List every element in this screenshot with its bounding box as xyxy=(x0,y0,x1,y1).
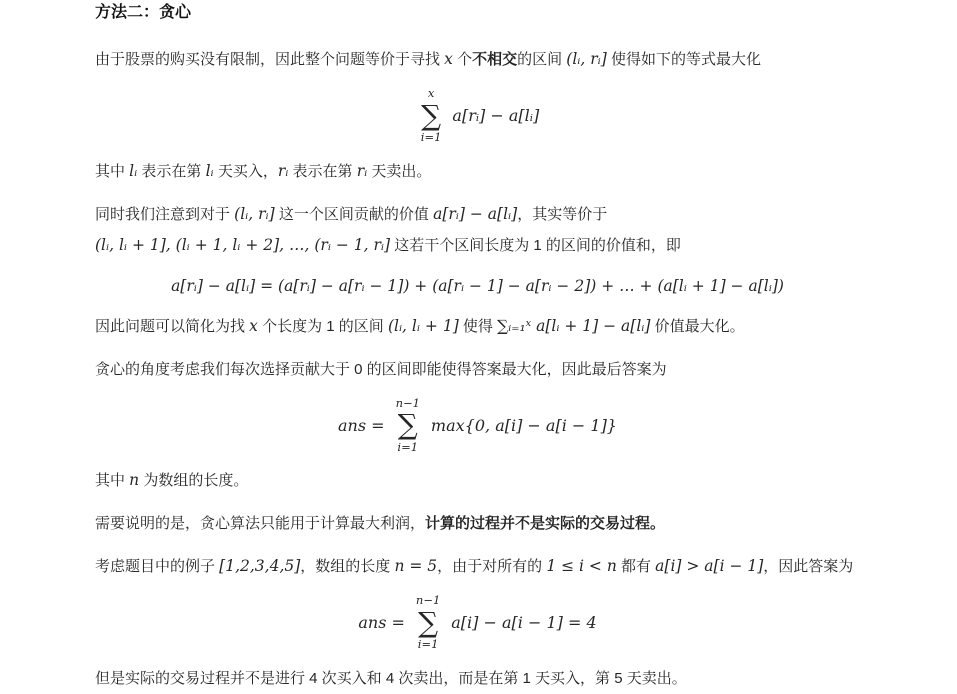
text-run: 使得 xyxy=(458,317,498,335)
text-run: 其中 xyxy=(95,162,130,180)
summation xyxy=(416,594,440,651)
summation xyxy=(396,397,420,454)
bold-text: 不相交 xyxy=(472,51,518,68)
inline-math: rᵢ xyxy=(277,161,289,180)
inline-math: (lᵢ, lᵢ + 1] xyxy=(387,316,459,335)
display-formula: a[rᵢ] − a[lᵢ] = (a[rᵢ] − a[rᵢ − 1]) + (a[rᵢ − 1] − a[rᵢ − 2]) + … + (a[lᵢ + 1] − a[lᵢ]) xyxy=(171,276,784,295)
inline-math: lᵢ xyxy=(205,161,214,180)
inline-math: [1,2,3,4,5] xyxy=(219,557,301,576)
text-run: 天卖出。 xyxy=(367,162,432,180)
paragraph xyxy=(95,311,860,342)
inline-math: ∑ᵢ₌₁ˣ a[lᵢ + 1] − a[lᵢ] xyxy=(497,316,651,335)
text-run: 需要说明的是，贪心算法只能用于计算最大利润， xyxy=(95,515,426,533)
inline-math: rᵢ xyxy=(356,161,368,180)
inline-math: 1 ≤ i < n xyxy=(546,557,617,576)
inline-math: (lᵢ, lᵢ + 1], (lᵢ + 1, lᵢ + 2], …, (rᵢ − 1, rᵢ] xyxy=(95,235,391,254)
text-run: 个 xyxy=(452,51,473,68)
paragraph xyxy=(95,551,860,582)
text-run: 的区间 xyxy=(517,51,567,68)
display-formula xyxy=(95,594,860,651)
inline-math: a[rᵢ] − a[lᵢ] xyxy=(433,204,518,223)
sigma-symbol: ∑ xyxy=(421,98,442,132)
inline-math: x xyxy=(444,50,453,68)
text-run: ，因此答案为 xyxy=(763,558,854,576)
summation xyxy=(421,87,442,144)
sigma-symbol: ∑ xyxy=(397,408,418,442)
text-run: 这若干个区间长度为 1 的区间的价值和，即 xyxy=(390,236,681,254)
inline-math: lᵢ xyxy=(129,161,138,180)
text-run: ，由于对所有的 xyxy=(437,558,547,576)
inline-math: n xyxy=(129,471,140,490)
inline-math: (lᵢ, rᵢ] xyxy=(234,204,275,223)
sum-lower-limit: i=1 xyxy=(417,637,439,652)
text-run: 价值最大化。 xyxy=(650,317,745,335)
formula-body: max{0, a[i] − a[i − 1]} xyxy=(430,415,617,435)
section-heading: 方法二：贪心 xyxy=(95,4,192,21)
paragraph xyxy=(95,44,860,75)
formula-lhs: ans = xyxy=(338,415,385,435)
article-body xyxy=(95,44,860,694)
text-run: ，其实等价于 xyxy=(517,205,608,223)
text-run: 个长度为 1 的区间 xyxy=(257,317,388,335)
sum-lower-limit: i=1 xyxy=(420,130,442,145)
text-run: ，数组的长度 xyxy=(300,558,395,576)
formula-body: a[i] − a[i − 1] = 4 xyxy=(451,613,597,633)
formula-body: a[rᵢ] − a[lᵢ] xyxy=(452,105,540,125)
formula-lhs: ans = xyxy=(358,613,405,633)
text-run: 表示在第 xyxy=(288,162,357,180)
inline-math: a[i] > a[i − 1] xyxy=(655,557,764,576)
text-run: 同时我们注意到对于 xyxy=(95,205,235,223)
paragraph xyxy=(95,354,860,385)
text-run: 其中 xyxy=(95,472,130,490)
inline-math: n = 5 xyxy=(394,557,438,576)
paragraph xyxy=(95,508,860,539)
sigma-symbol: ∑ xyxy=(418,605,439,639)
bold-text: 计算的过程并不是实际的交易过程。 xyxy=(425,515,666,533)
text-run: 但是实际的交易过程并不是进行 4 次买入和 4 次卖出，而是在第 1 天买入，第 5 天卖出。 xyxy=(95,670,687,688)
inline-math: x xyxy=(249,316,258,335)
sum-upper-limit: n−1 xyxy=(395,395,420,410)
text-run: 由于股票的购买没有限制，因此整个问题等价于寻找 xyxy=(95,51,445,68)
paragraph xyxy=(95,465,860,496)
inline-math: (lᵢ, rᵢ] xyxy=(566,50,607,68)
text-run: 贪心的角度考虑我们每次选择贡献大于 0 的区间即能使得答案最大化，因此最后答案为 xyxy=(95,360,667,378)
display-formula xyxy=(95,397,860,454)
text-run: 表示在第 xyxy=(137,162,206,180)
text-run: 都有 xyxy=(616,558,656,576)
sum-upper-limit: x xyxy=(427,86,435,100)
text-run: 因此问题可以简化为找 xyxy=(95,317,250,335)
display-formula xyxy=(95,87,860,144)
text-run: 使得如下的等式最大化 xyxy=(606,51,762,68)
sum-lower-limit: i=1 xyxy=(397,439,419,454)
text-run: 天买入， xyxy=(213,162,278,180)
paragraph xyxy=(95,199,860,261)
text-run: 为数组的长度。 xyxy=(139,472,249,490)
sum-upper-limit: n−1 xyxy=(415,593,441,608)
text-run: 这一个区间贡献的价值 xyxy=(274,205,434,223)
paragraph xyxy=(95,663,860,694)
text-run: 考虑题目中的例子 xyxy=(95,558,220,576)
paragraph xyxy=(95,156,860,187)
